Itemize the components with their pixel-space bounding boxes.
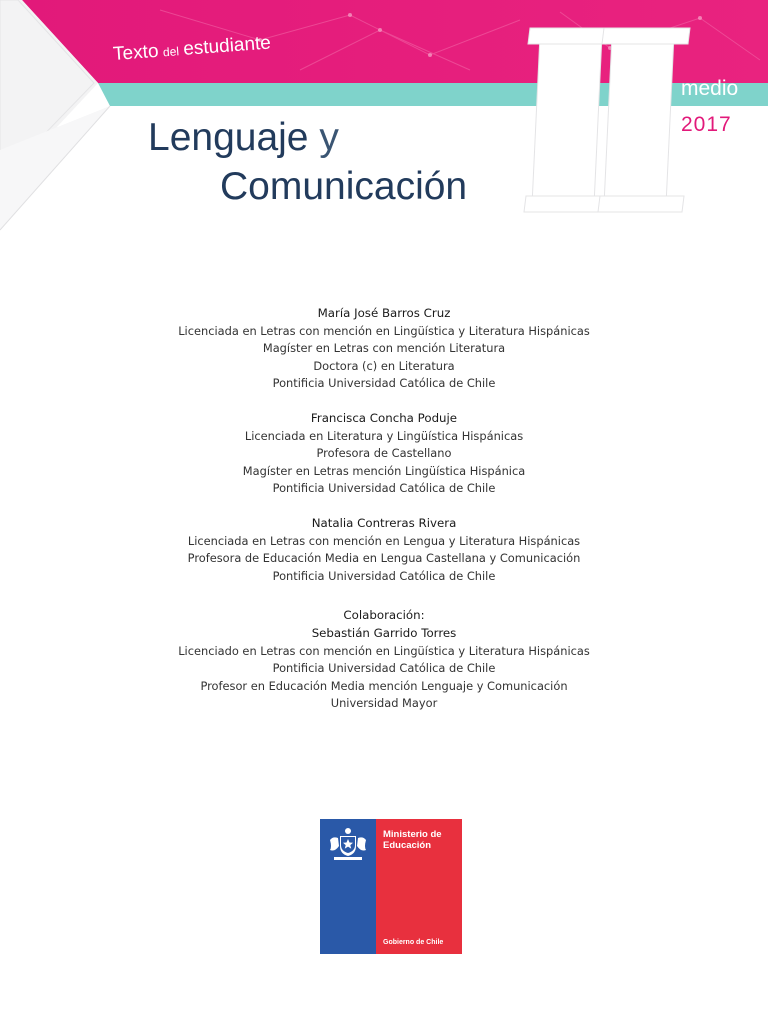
author-credential: Licenciada en Literatura y Lingüística Hispánicas <box>244 428 524 443</box>
coat-of-arms-icon <box>326 824 370 864</box>
author-block <box>0 305 768 393</box>
ministry-name-line1: Ministerio de <box>383 829 442 840</box>
author-name: Natalia Contreras Rivera <box>311 515 457 530</box>
author-credential: Profesora de Castellano <box>316 446 452 461</box>
ministry-logo <box>320 819 462 954</box>
title-word-lenguaje: Lenguaje <box>148 116 309 159</box>
book-title-line1 <box>148 116 339 160</box>
collaborator-credential: Licenciado en Letras con mención en Lingüística y Literatura Hispánicas <box>178 643 590 658</box>
authors-section <box>0 305 768 713</box>
author-credential: Pontificia Universidad Católica de Chile <box>272 376 496 391</box>
edition-year: 2017 <box>681 113 732 136</box>
author-block <box>0 515 768 585</box>
author-credential: Doctora (c) en Literatura <box>313 358 455 373</box>
collaborator-name: Sebastián Garrido Torres <box>311 625 457 640</box>
author-credential: Profesora de Educación Media en Lengua Castellana y Comunicación <box>187 551 581 566</box>
series-word-del: del <box>162 44 180 60</box>
author-credential: Magíster en Letras con mención Literatura <box>262 341 506 356</box>
collaborator-credential: Universidad Mayor <box>330 696 438 711</box>
grade-label: medio <box>681 77 739 100</box>
collaboration-block <box>0 607 768 713</box>
author-credential: Pontificia Universidad Católica de Chile <box>272 481 496 496</box>
title-connector: y <box>319 116 339 159</box>
ministry-name-line2: Educación <box>383 840 432 851</box>
author-name: María José Barros Cruz <box>317 306 451 320</box>
ministry-name <box>383 829 463 851</box>
author-name: Francisca Concha Poduje <box>310 410 458 425</box>
header-graphic <box>0 0 768 260</box>
collaborator-credential: Profesor en Educación Media mención Lenguaje y Comunicación <box>200 678 568 693</box>
author-credential: Pontificia Universidad Católica de Chile <box>272 568 496 583</box>
series-word-estudiante: estudiante <box>182 32 272 60</box>
series-word-texto: Texto <box>112 40 160 66</box>
author-credential: Licenciada en Letras con mención en Lingüística y Literatura Hispánicas <box>178 323 590 338</box>
collaboration-title: Colaboración: <box>343 608 425 623</box>
book-title-line2: Comunicación <box>220 165 468 208</box>
author-credential: Licenciada en Letras con mención en Lengua y Literatura Hispánicas <box>187 533 581 548</box>
author-block <box>0 410 768 498</box>
collaborator-credential: Pontificia Universidad Católica de Chile <box>272 661 496 676</box>
government-label: Gobierno de Chile <box>383 939 444 946</box>
author-credential: Magíster en Letras mención Lingüística Hispánica <box>242 463 526 478</box>
